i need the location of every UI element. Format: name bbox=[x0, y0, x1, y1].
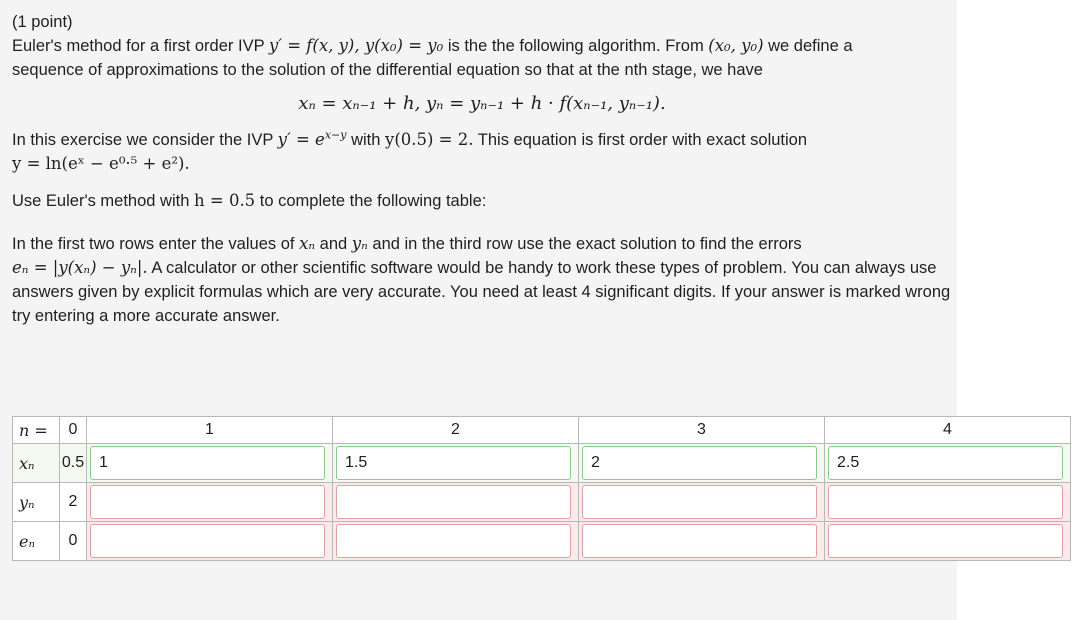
step-size: h = 0.5 bbox=[194, 191, 256, 210]
header-row bbox=[13, 417, 1071, 444]
x3-input[interactable]: 2 bbox=[582, 446, 817, 480]
x-label: xₙ bbox=[13, 444, 60, 483]
y2-input[interactable] bbox=[336, 485, 571, 519]
y-label: yₙ bbox=[13, 483, 60, 522]
header-cell: 0 bbox=[60, 417, 87, 444]
y0-value: 2 bbox=[60, 483, 87, 522]
e0-value: 0 bbox=[60, 522, 87, 561]
y1-input[interactable] bbox=[90, 485, 325, 519]
e4-input[interactable] bbox=[828, 524, 1063, 558]
e3-input[interactable] bbox=[582, 524, 817, 558]
x-row bbox=[13, 444, 1071, 483]
header-cell: 2 bbox=[333, 417, 579, 444]
header-cell: 3 bbox=[579, 417, 825, 444]
intro-paragraph: Euler's method for a first order IVP y′ = f(x, y), y(x₀) = y₀ is the the following algorithm. From (x₀, y₀) we define a sequence of approximations to the solution of the differential equation so that at the nth stage, we have bbox=[12, 36, 853, 79]
initial-point: (x₀, y₀) bbox=[708, 36, 764, 55]
table-instructions: In the first two rows enter the values of xₙ and yₙ and in the third row use the exact solution to find the errors eₙ = |y(xₙ) − yₙ|. A calculator or other scientific software would be handy to work these types of problem. You can always use answers given by explicit formulas which are very accurate. You need at least 4 significant digits. If your answer is marked wrong try entering a more accurate answer. bbox=[12, 234, 951, 325]
euler-formula: xₙ = xₙ₋₁ + h, yₙ = yₙ₋₁ + h · f(xₙ₋₁, yₙ₋₁). bbox=[298, 93, 666, 114]
euler-instruction: Use Euler's method with h = 0.5 to complete the following table: bbox=[12, 191, 487, 210]
ivp-formula: y′ = f(x, y), y(x₀) = y₀ bbox=[268, 36, 444, 55]
points-label: (1 point) bbox=[12, 13, 73, 31]
x2-input[interactable]: 1.5 bbox=[336, 446, 571, 480]
error-formula: eₙ = |y(xₙ) − yₙ|. bbox=[12, 258, 148, 277]
ode-formula: $y' = e^{x-y}$ bbox=[277, 128, 347, 149]
e2-input[interactable] bbox=[336, 524, 571, 558]
ivp-paragraph: In this exercise we consider the IVP $y' = e^{x-y}$ with y(0.5) = 2. This equation is first order with exact solution y = ln(eˣ − e⁰·⁵ + e²). bbox=[12, 128, 808, 173]
e1-input[interactable] bbox=[90, 524, 325, 558]
header-cell: 4 bbox=[825, 417, 1071, 444]
header-cell: 1 bbox=[87, 417, 333, 444]
n-label: n = bbox=[13, 417, 60, 444]
exact-solution: y = ln(eˣ − e⁰·⁵ + e²). bbox=[12, 154, 190, 173]
problem-content bbox=[12, 10, 952, 328]
x4-input[interactable]: 2.5 bbox=[828, 446, 1063, 480]
answer-table bbox=[12, 416, 1071, 561]
y3-input[interactable] bbox=[582, 485, 817, 519]
initial-condition: y(0.5) = 2. bbox=[385, 130, 474, 149]
x0-value: 0.5 bbox=[60, 444, 87, 483]
e-row bbox=[13, 522, 1071, 561]
y4-input[interactable] bbox=[828, 485, 1063, 519]
e-label: eₙ bbox=[13, 522, 60, 561]
x1-input[interactable]: 1 bbox=[90, 446, 325, 480]
y-row bbox=[13, 483, 1071, 522]
